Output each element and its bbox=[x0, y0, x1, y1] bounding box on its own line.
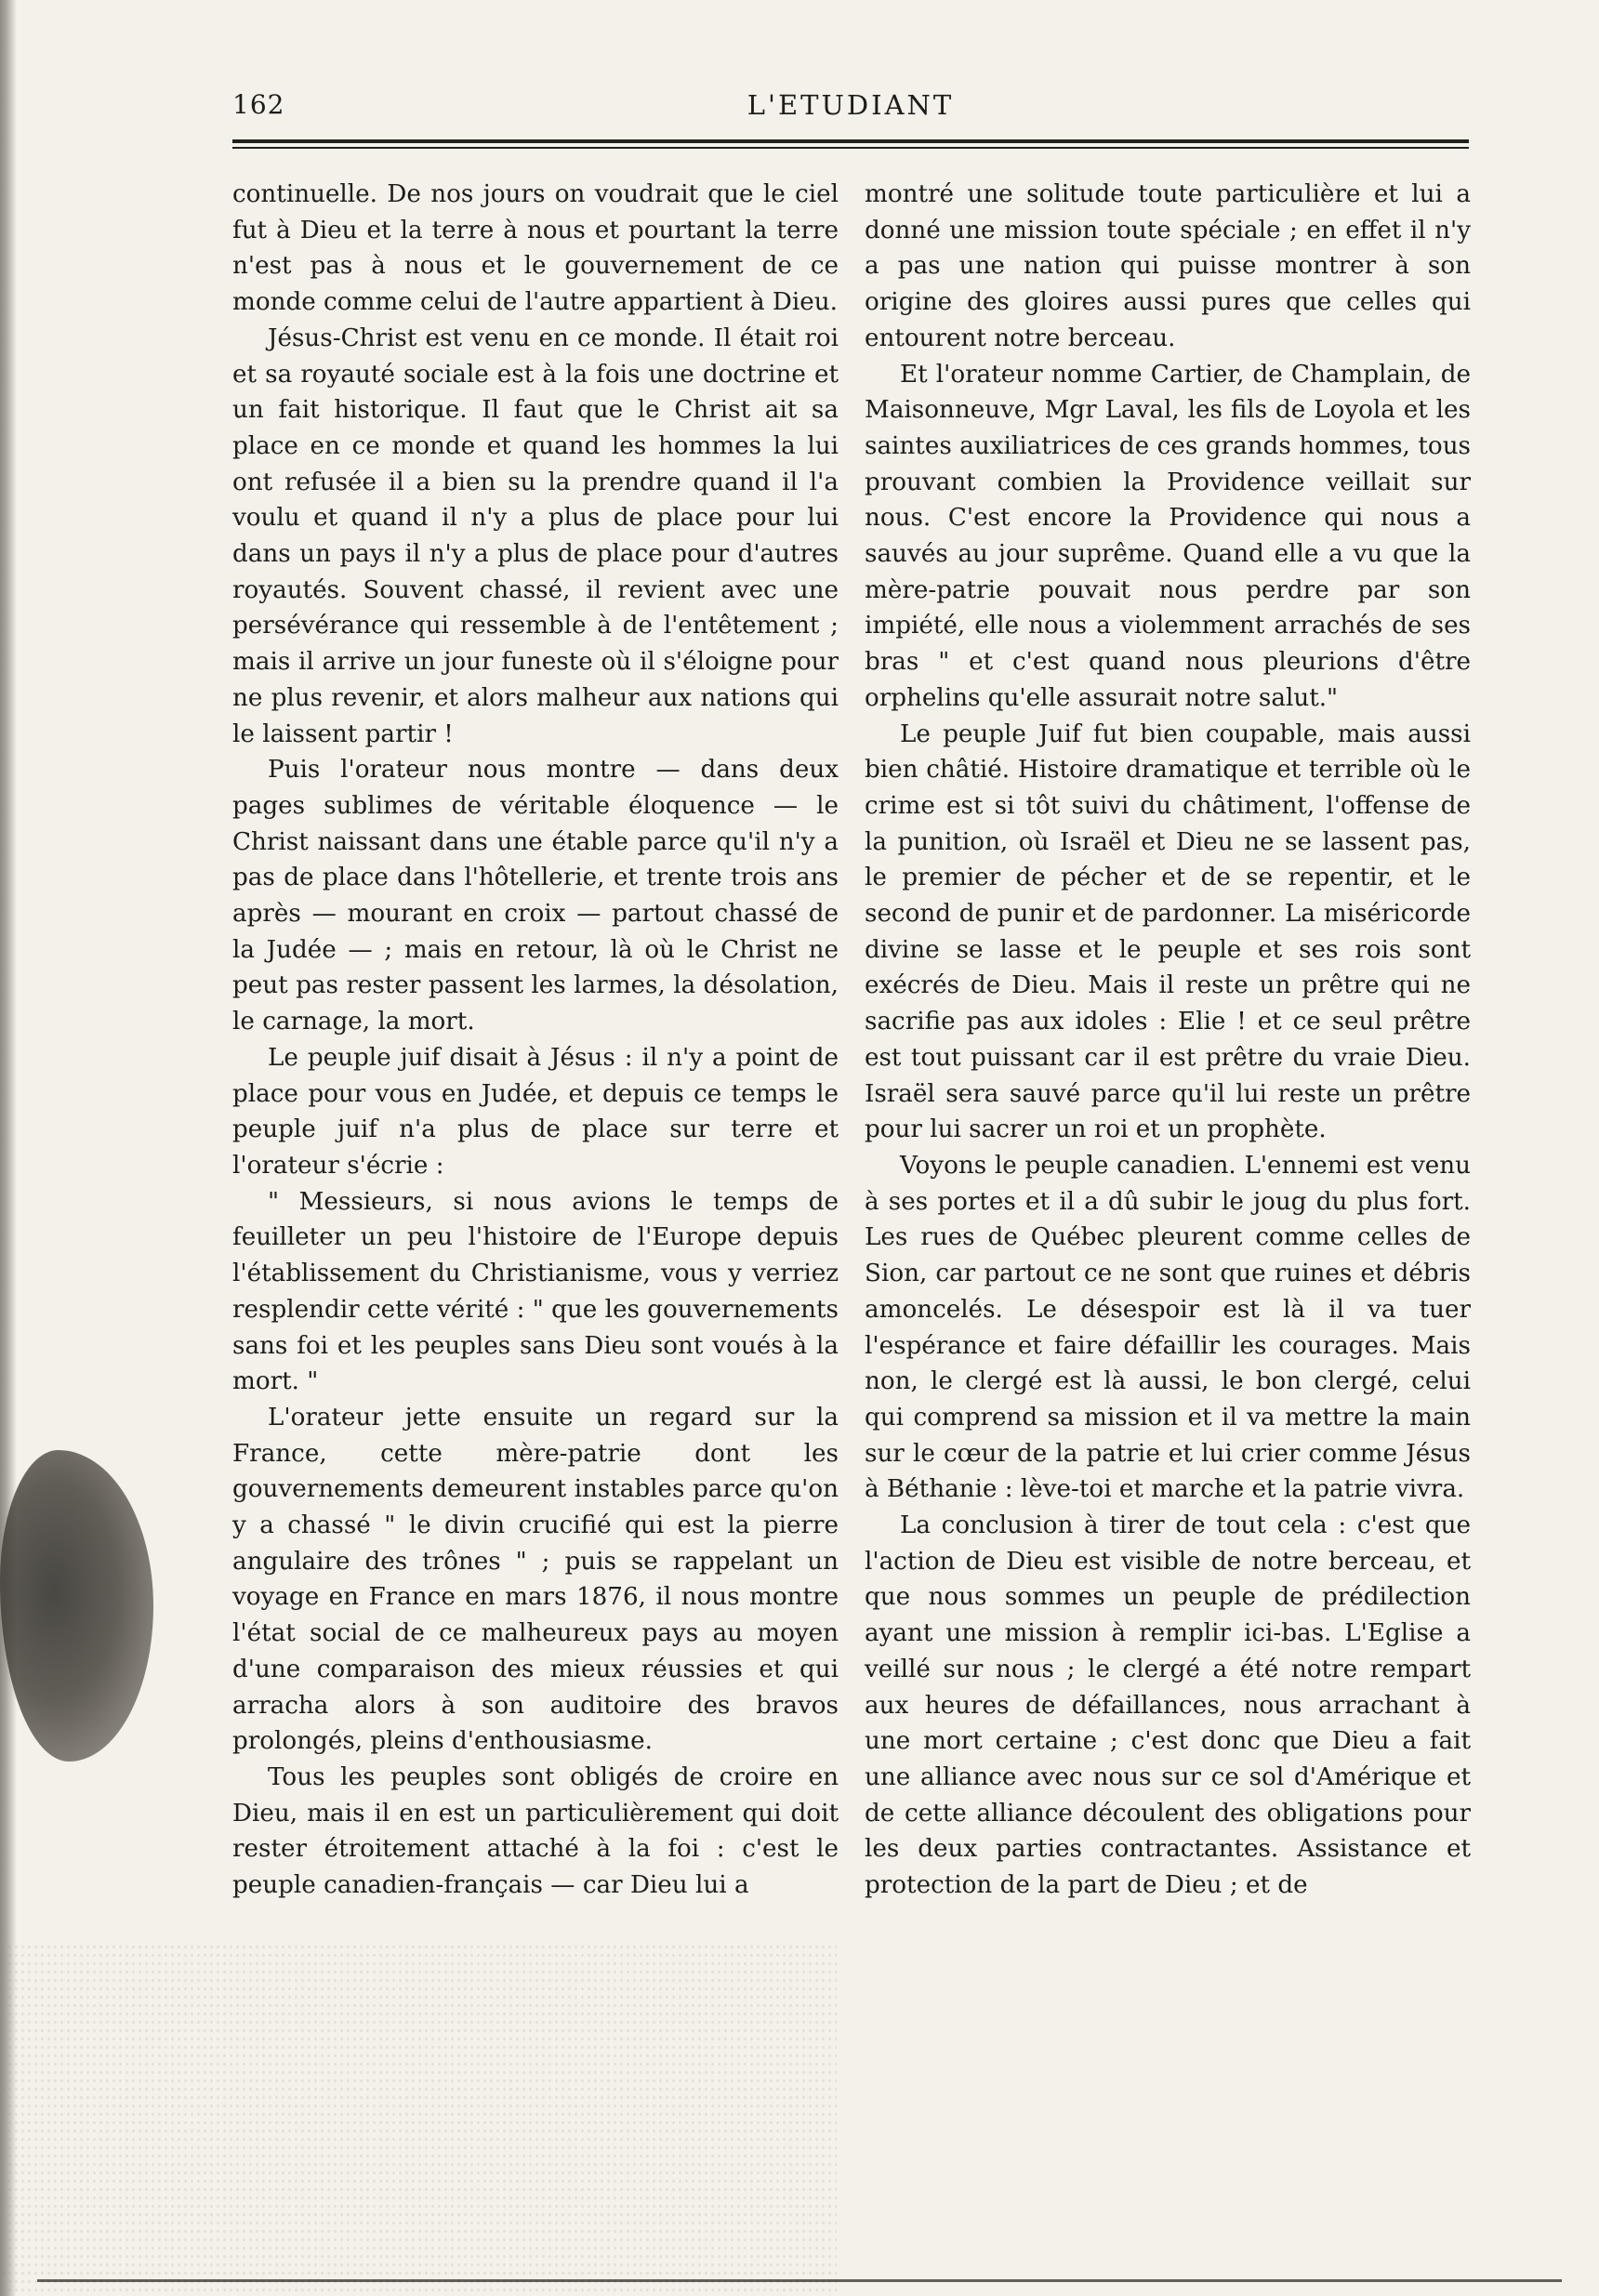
page-number: 162 bbox=[232, 89, 285, 120]
paragraph: L'orateur jette ensuite un regard sur la France, cette mère-patrie dont les gouvernements demeurent instables parce qu'on y a chassé " le divin crucifié qui est la pierre angulaire des trônes " ; puis se rappelant un voyage en France en mars 1876, il nous montre l'état social de ce malheureux pays au moyen d'une comparaison des mieux réussies et qui arracha alors à son auditoire des bravos prolongés, pleins d'enthousiasme. bbox=[232, 1403, 839, 1756]
paragraph: continuelle. De nos jours on voudrait que le ciel fut à Dieu et la terre à nous et pourtant la terre n'est pas à nous et le gouvernement de ce monde comme celui de l'autre appartient à Dieu. bbox=[232, 180, 839, 317]
paper-speckle bbox=[0, 1943, 837, 2296]
right-column bbox=[865, 177, 1471, 1904]
bottom-edge-rule bbox=[37, 2279, 1562, 2282]
left-column bbox=[232, 177, 839, 1904]
journal-title: L'ETUDIANT bbox=[747, 89, 955, 121]
paragraph: Le peuple Juif fut bien coupable, mais aussi bien châtié. Histoire dramatique et terrible où le crime est si tôt suivi du châtiment, l'offense de la punition, où Israël et Dieu ne se lassent pas, le premier de pécher et de se repentir, et le second de punir et de pardonner. La miséricorde divine se lasse et le peuple et ses rois sont exécrés de Dieu. Mais il reste un prêtre qui ne sacrifie pas aux idoles : Elie ! et ce seul prêtre est tout puissant car il est prêtre du vraie Dieu. Israël sera sauvé parce qu'il lui reste un prêtre pour lui sacrer un roi et un prophète. bbox=[865, 719, 1471, 1144]
header-rule-thick bbox=[232, 139, 1469, 143]
header-rule-thin bbox=[232, 147, 1469, 149]
paragraph: Le peuple juif disait à Jésus : il n'y a point de place pour vous en Judée, et depuis ce temps le peuple juif n'a plus de place sur terre et l'orateur s'écrie : bbox=[232, 1043, 839, 1180]
paragraph: Puis l'orateur nous montre — dans deux pages sublimes de véritable éloquence — le Christ naissant dans une étable parce qu'il n'y a pas de place dans l'hôtellerie, et trente trois ans après — mourant en croix — partout chassé de la Judée — ; mais en retour, là où le Christ ne peut pas rester passent les larmes, la désolation, le carnage, la mort. bbox=[232, 756, 839, 1036]
paragraph: montré une solitude toute particulière et lui a donné une mission toute spéciale ; en effet il n'y a pas une nation qui puisse montrer à son origine des gloires aussi pures que celles qui entourent notre berceau. bbox=[865, 180, 1471, 352]
paragraph: Et l'orateur nomme Cartier, de Champlain, de Maisonneuve, Mgr Laval, les fils de Loyola et les saintes auxiliatrices de ces grands hommes, tous prouvant combien la Providence veillait sur nous. C'est encore la Providence qui nous a sauvés au jour suprême. Quand elle a vu que la mère-patrie pouvait nous perdre par son impiété, elle nous a violemment arrachés de ses bras " et c'est quand nous pleurions d'être orphelins qu'elle assurait notre salut." bbox=[865, 360, 1471, 712]
quotation-paragraph: " Messieurs, si nous avions le temps de feuilleter un peu l'histoire de l'Europe depuis l'établissement du Christianisme, vous y verriez resplendir cette vérité : " que les gouvernements sans foi et les peuples sans Dieu sont voués à la mort. " bbox=[232, 1187, 839, 1396]
running-header bbox=[232, 89, 1469, 136]
paragraph: Jésus-Christ est venu en ce monde. Il était roi et sa royauté sociale est à la fois une doctrine et un fait historique. Il faut que le Christ ait sa place en ce monde et quand les hommes la lui ont refusée il a bien su la prendre quand il l'a voulu et quand il n'y a plus de place pour lui dans un pays il n'y a plus de place pour d'autres royautés. Souvent chassé, il revient avec une persévérance qui ressemble à de l'entêtement ; mais il arrive un jour funeste où il s'éloigne pour ne plus revenir, et alors malheur aux nations qui le laissent partir ! bbox=[232, 323, 839, 748]
paragraph: Voyons le peuple canadien. L'ennemi est venu à ses portes et il a dû subir le joug du plus fort. Les rues de Québec pleurent comme celles de Sion, car partout ce ne sont que ruines et débris amoncelés. Le désespoir est là il va tuer l'espérance et faire défaillir les courages. Mais non, le clergé est là aussi, le bon clergé, celui qui comprend sa mission et il va mettre la main sur le cœur de la patrie et lui crier comme Jésus à Béthanie : lève-toi et marche et la patrie vivra. bbox=[865, 1151, 1471, 1504]
ink-stain bbox=[0, 1450, 153, 1762]
paragraph: La conclusion à tirer de tout cela : c'est que l'action de Dieu est visible de notre berceau, et que nous sommes un peuple de prédilection ayant une mission à remplir ici-bas. L'Eglise a veillé sur nous ; le clergé a été notre rempart aux heures de défaillances, nous arrachant à une mort certaine ; c'est donc que Dieu a fait une alliance avec nous sur ce sol d'Amérique et de cette alliance découlent des obligations pour les deux parties contractantes. Assistance et protection de la part de Dieu ; et de bbox=[865, 1511, 1471, 1900]
paragraph: Tous les peuples sont obligés de croire en Dieu, mais il en est un particulièrement qui doit rester étroitement attaché à la foi : c'est le peuple canadien-français — car Dieu lui a bbox=[232, 1762, 839, 1900]
